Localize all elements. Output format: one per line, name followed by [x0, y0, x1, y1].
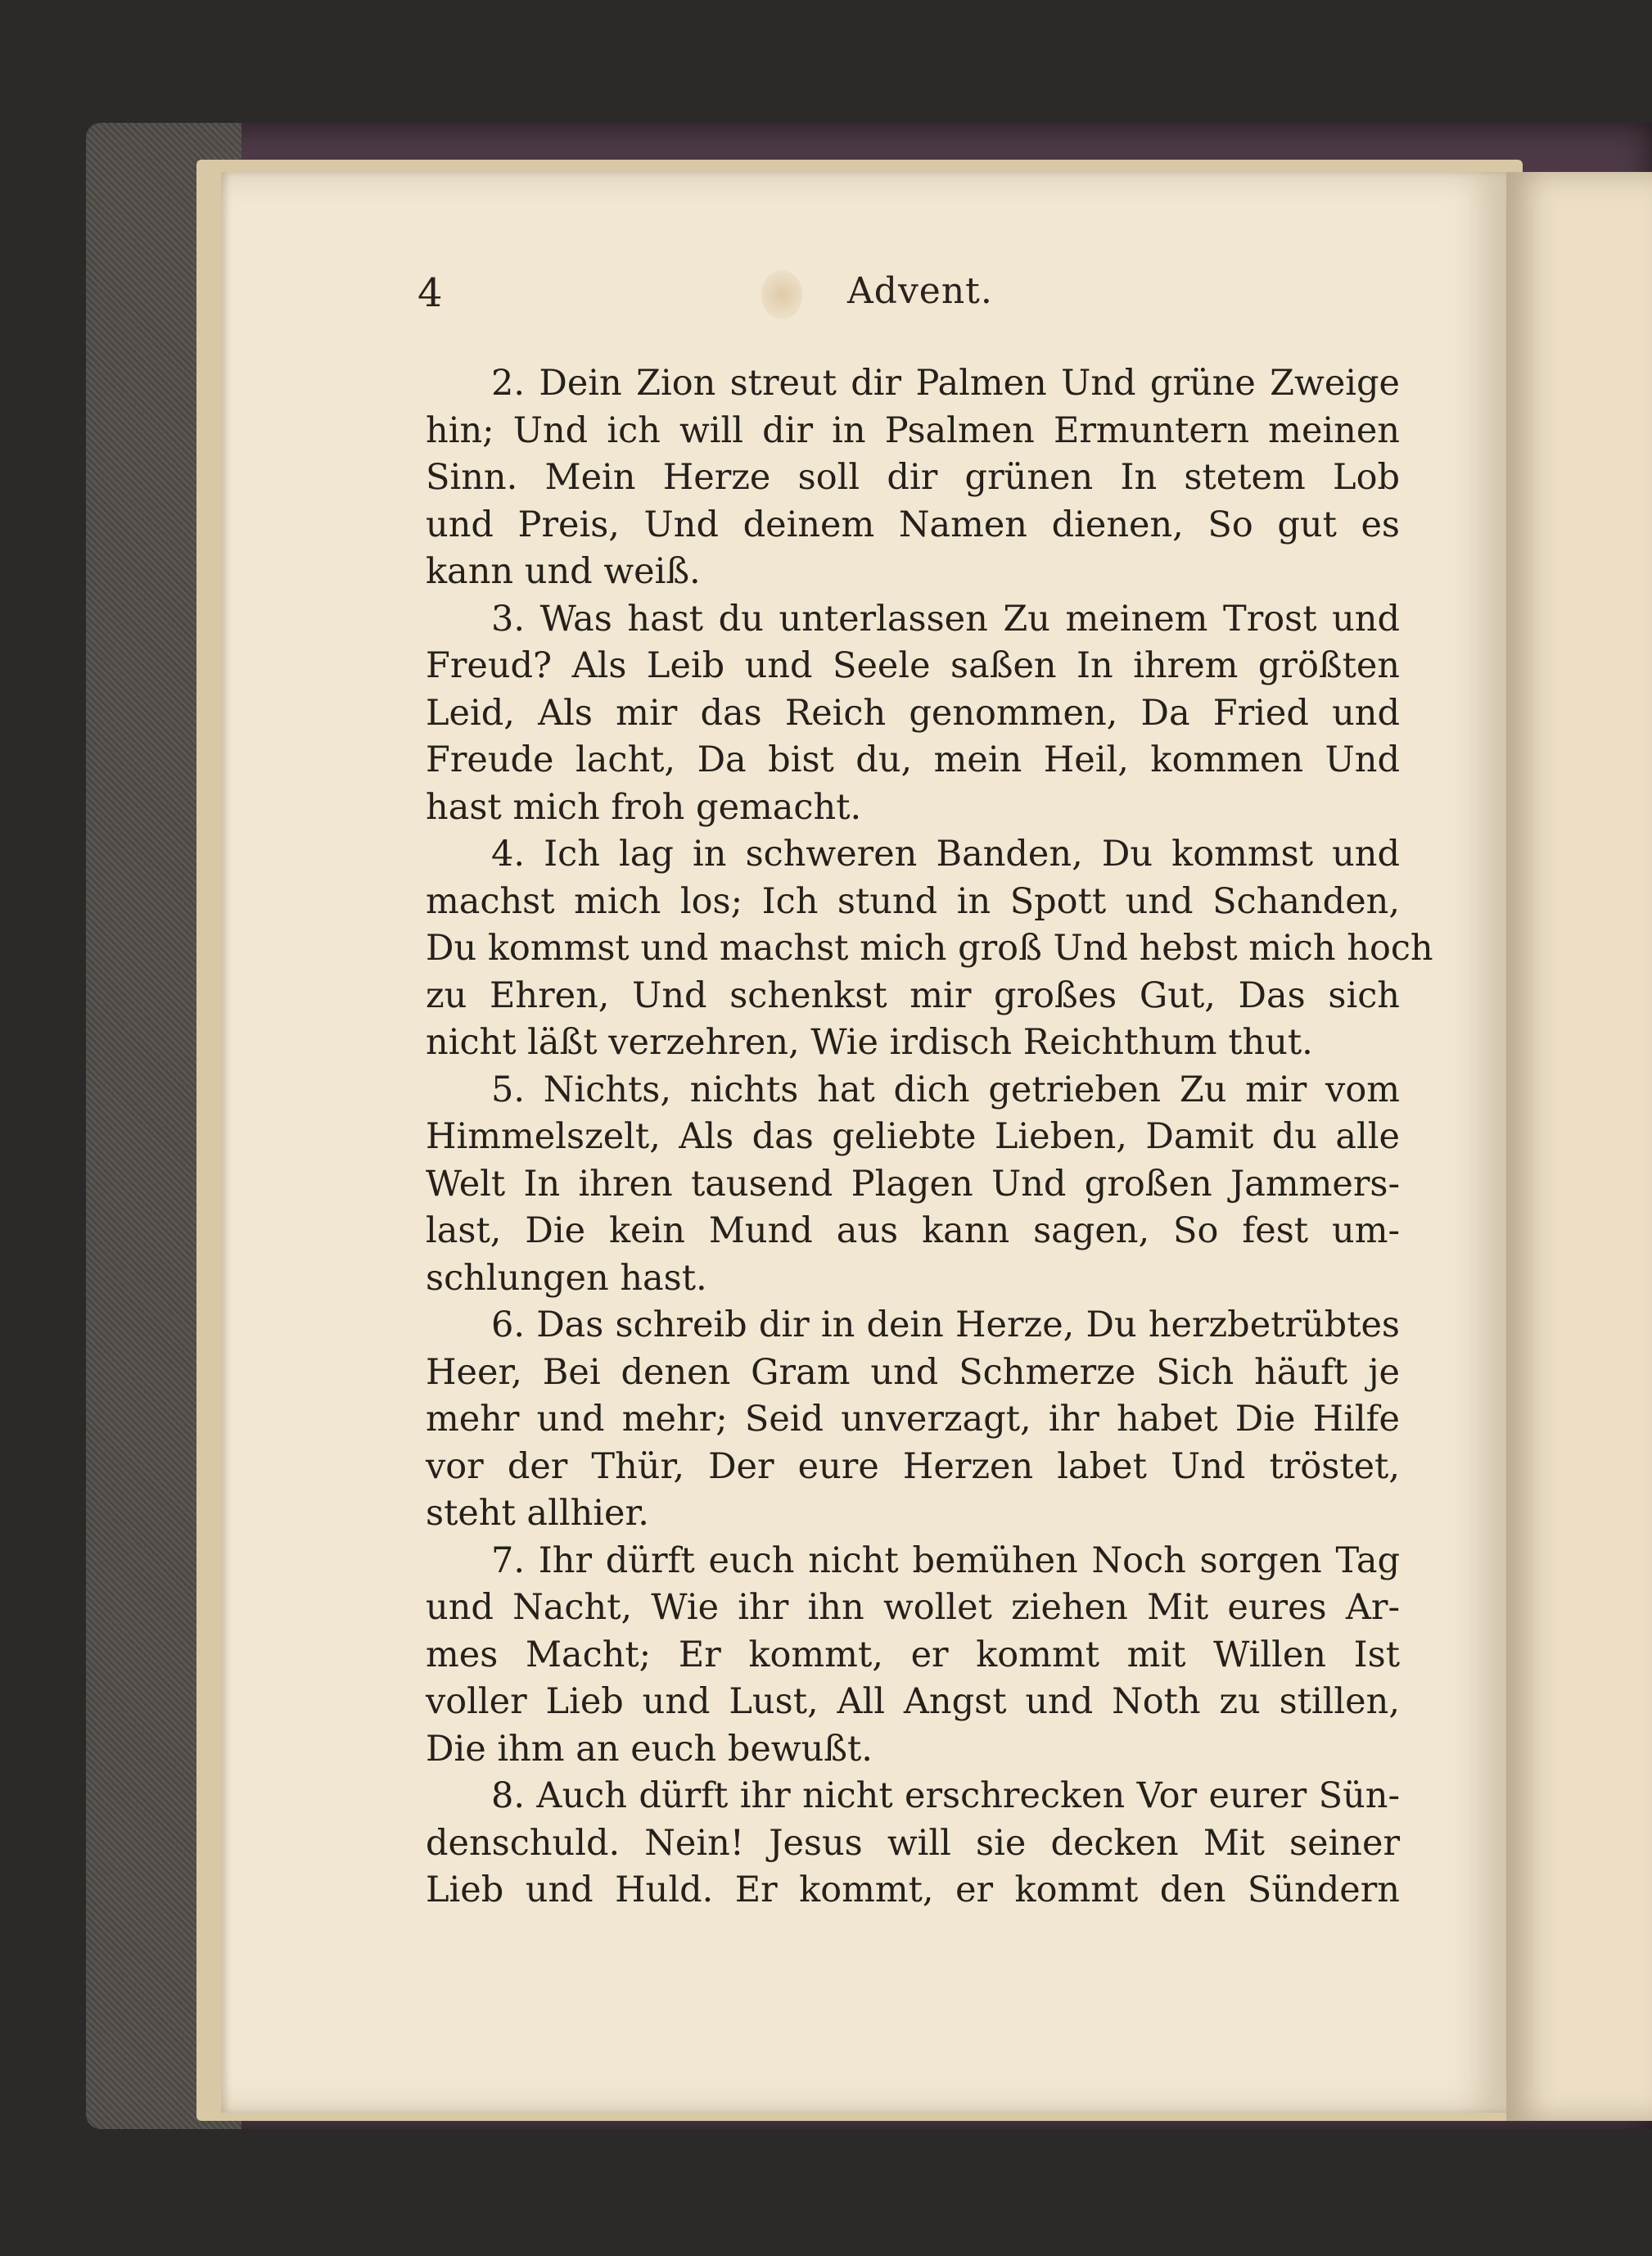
hymn-text: [426, 360, 1433, 1915]
text-line: Heer, Bei denen Gram und Schmerze Sich häuft je: [426, 1351, 1400, 1393]
text-line: und Preis, Und deinem Namen dienen, So gut es: [426, 504, 1400, 545]
text-line: mehr und mehr; Seid unverzagt, ihr habet Die Hilfe: [426, 1399, 1400, 1440]
text-line: 8. Auch dürft ihr nicht erschrecken Vor eurer Sün-: [491, 1775, 1400, 1816]
text-line: Leid, Als mir das Reich genommen, Da Fried und: [426, 692, 1400, 734]
text-line: schlungen hast.: [426, 1257, 707, 1299]
text-line: kann und weiß.: [426, 551, 701, 592]
text-line: zu Ehren, Und schenkst mir großes Gut, Das sich: [426, 974, 1400, 1016]
text-line: 2. Dein Zion streut dir Palmen Und grüne Zweige: [491, 363, 1400, 404]
text-line: Freude lacht, Da bist du, mein Heil, kommen Und: [426, 739, 1400, 780]
text-line: last, Die kein Mund aus kann sagen, So fest um-: [426, 1210, 1400, 1251]
text-line: hin; Und ich will dir in Psalmen Ermuntern meinen: [426, 409, 1400, 451]
text-line: 4. Ich lag in schweren Banden, Du kommst und: [491, 834, 1400, 875]
running-title: Advent.: [847, 270, 993, 312]
text-line: mes Macht; Er kommt, er kommt mit Willen Ist: [426, 1634, 1400, 1675]
text-line: und Nacht, Wie ihr ihn wollet ziehen Mit eures Ar-: [426, 1587, 1400, 1628]
text-line: Lieb und Huld. Er kommt, er kommt den Sündern: [426, 1869, 1400, 1910]
text-line: Welt In ihren tausend Plagen Und großen Jammers-: [426, 1163, 1400, 1205]
text-line: 6. Das schreib dir in dein Herze, Du herzbetrübtes: [491, 1304, 1400, 1345]
text-line: Du kommst und machst mich groß Und hebst mich hoch: [426, 928, 1433, 969]
page-number: 4: [418, 270, 443, 316]
text-line: Himmelszelt, Als das geliebte Lieben, Damit du alle: [426, 1116, 1400, 1157]
text-line: steht allhier.: [426, 1493, 649, 1534]
text-line: machst mich los; Ich stund in Spott und Schanden,: [426, 880, 1400, 922]
text-line: nicht läßt verzehren, Wie irdisch Reichthum thut.: [426, 1022, 1313, 1063]
text-line: 3. Was hast du unterlassen Zu meinem Trost und: [491, 598, 1400, 640]
text-line: 5. Nichts, nichts hat dich getrieben Zu mir vom: [491, 1069, 1400, 1110]
text-line: voller Lieb und Lust, All Angst und Noth zu stillen,: [426, 1681, 1400, 1722]
text-line: Freud? Als Leib und Seele saßen In ihrem größten: [426, 645, 1400, 686]
text-line: 7. Ihr dürft euch nicht bemühen Noch sorgen Tag: [491, 1539, 1400, 1581]
text-line: Die ihm an euch bewußt.: [426, 1728, 873, 1770]
right-page-edge: [1506, 172, 1652, 2121]
text-line: Sinn. Mein Herze soll dir grünen In stetem Lob: [426, 457, 1400, 498]
text-line: hast mich froh gemacht.: [426, 786, 862, 828]
text-line: denschuld. Nein! Jesus will sie decken Mit seiner: [426, 1822, 1400, 1864]
text-line: vor der Thür, Der eure Herzen labet Und tröstet,: [426, 1445, 1400, 1487]
page-header: [418, 270, 1400, 319]
